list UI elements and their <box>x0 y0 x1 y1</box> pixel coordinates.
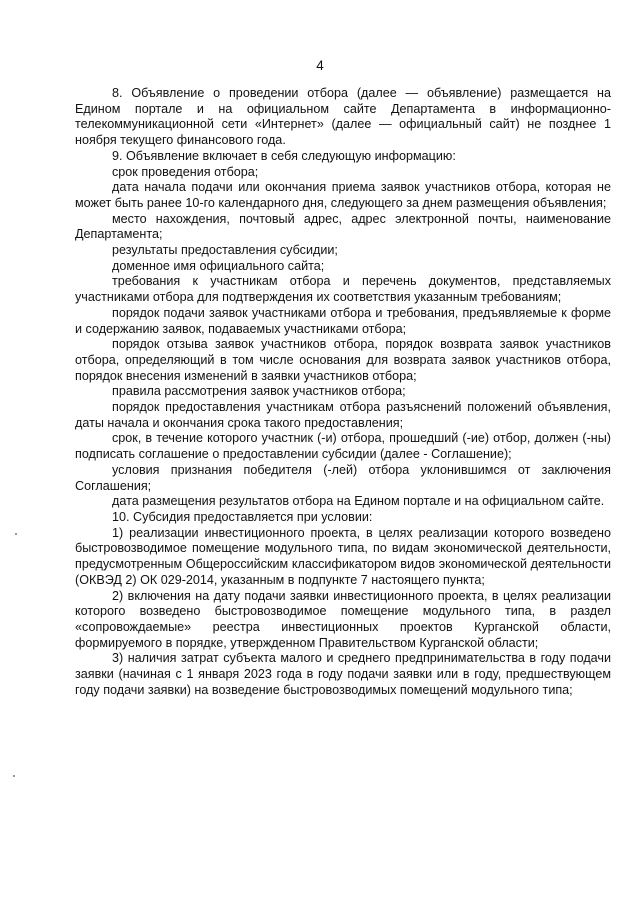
paragraph-10-subsidy-conditions: 10. Субсидия предоставляется при условии: <box>112 509 373 524</box>
list-item: срок, в течение которого участник (-и) отбора, прошедший (-ие) отбор, должен (-ны) подписать соглашение о предоставлении субсидии (далее - Соглашение); <box>75 431 611 462</box>
list-item: дата размещения результатов отбора на Едином портале и на официальном сайте. <box>112 494 605 509</box>
list-item: требования к участникам отбора и перечень документов, представляемых участниками отбора для подтверждения их соответствия указанным требованиям; <box>75 274 611 305</box>
document-body <box>75 86 611 698</box>
list-item: порядок предоставления участникам отбора разъяснений положений объявления, даты начала и окончания срока такого предоставления; <box>75 400 611 430</box>
paragraph-8-announcement: 8. Объявление о проведении отбора (далее — объявление) размещается на Едином портале и на официальном сайте Департамента в информационно-телекоммуникационной сети «Интернет» (далее — официальный сайт) не позднее 1 ноября текущего финансового года. <box>75 86 611 148</box>
condition-item: 1) реализации инвестиционного проекта, в целях реализации которого возведено быстровозводимое помещение модульного типа, по видам экономической деятельности, предусмотренным Общероссийским классификатором видов экономической деятельности (ОКВЭД 2) ОК 029-2014, указанным в подпункте 7 настоящего пункта; <box>75 525 611 587</box>
scan-speck <box>13 775 15 777</box>
list-item: место нахождения, почтовый адрес, адрес электронной почты, наименование Департамента; <box>75 211 611 242</box>
list-item: результаты предоставления субсидии; <box>112 243 338 258</box>
paragraph-9-announcement-contents: 9. Объявление включает в себя следующую информацию: <box>112 148 456 163</box>
list-item: условия признания победителя (-лей) отбора уклонившимся от заключения Соглашения; <box>75 462 611 493</box>
list-item: порядок отзыва заявок участников отбора, порядок возврата заявок участников отбора, определяющий в том числе основания для возврата заявок участников отбора, порядок внесения изменений в заявки участников отбора; <box>75 337 611 383</box>
page-number: 4 <box>316 58 324 73</box>
list-item: дата начала подачи или окончания приема заявок участников отбора, которая не может быть ранее 10-го календарного дня, следующего за днем размещения объявления; <box>75 180 611 210</box>
scan-speck <box>15 533 17 535</box>
list-item: правила рассмотрения заявок участников отбора; <box>112 384 406 399</box>
list-item: доменное имя официального сайта; <box>112 258 325 273</box>
list-item: порядок подачи заявок участниками отбора и требования, предъявляемые к форме и содержанию заявок, подаваемых участниками отбора; <box>75 305 611 336</box>
condition-item: 2) включения на дату подачи заявки инвестиционного проекта, в целях реализации которого возведено быстровозводимое помещение модульного типа, в раздел «сопровождаемые» реестра инвестиционных проектов Курганской области, формируемого в порядке, утвержденном Правительством Курганской области; <box>75 588 611 650</box>
list-item: срок проведения отбора; <box>112 164 259 179</box>
condition-item: 3) наличия затрат субъекта малого и среднего предпринимательства в году подачи заявки (начиная с 1 января 2023 года в году подачи заявки или в году, предшествующем году подачи заявки) на возведение быстровозводимых помещений модульного типа; <box>75 651 611 697</box>
